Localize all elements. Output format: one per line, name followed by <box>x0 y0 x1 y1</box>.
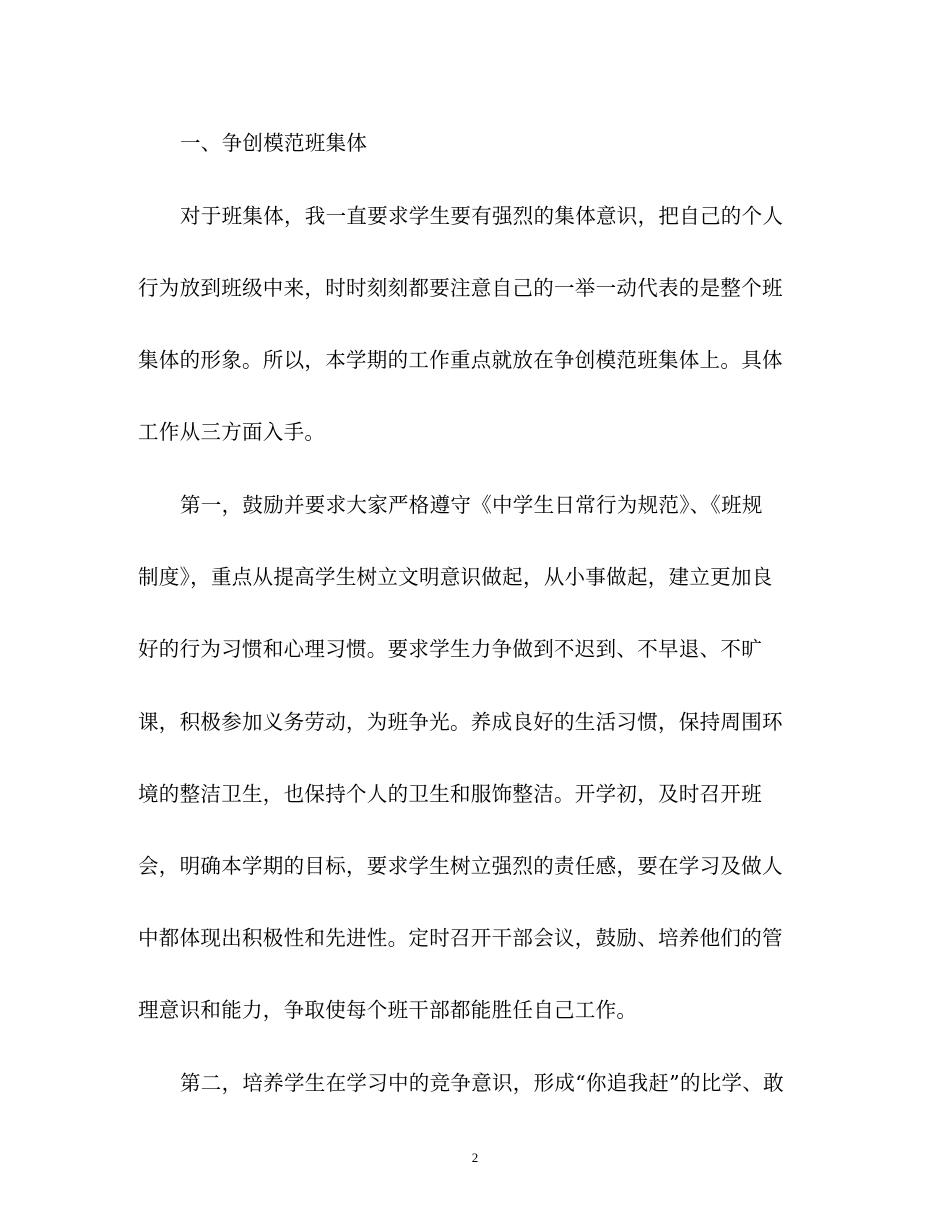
paragraph-line: 中都体现出积极性和先进性。定时召开干部会议，鼓励、培养他们的管 <box>138 926 783 950</box>
paragraph-line: 理意识和能力，争取使每个班干部都能胜任自己工作。 <box>138 998 638 1022</box>
paragraph-line: 工作从三方面入手。 <box>138 420 326 444</box>
paragraph-line: 制度》，重点从提高学生树立文明意识做起，从小事做起，建立更加良 <box>138 565 773 589</box>
paragraph-line: 境的整洁卫生，也保持个人的卫生和服饰整洁。开学初，及时召开班 <box>138 782 762 806</box>
page-number: 2 <box>471 1150 479 1165</box>
section-heading: 一、争创模范班集体 <box>180 131 368 155</box>
paragraph-line: 对于班集体，我一直要求学生要有强烈的集体意识，把自己的个人 <box>180 204 784 228</box>
paragraph-line: 第一，鼓励并要求大家严格遵守《中学生日常行为规范》、《班规 <box>180 493 763 517</box>
paragraph-line: 行为放到班级中来，时时刻刻都要注意自己的一举一动代表的是整个班 <box>138 276 783 300</box>
paragraph-line: 课，积极参加义务劳动，为班争光。养成良好的生活习惯，保持周围环 <box>138 710 783 734</box>
paragraph-line: 第二，培养学生在学习中的竞争意识，形成“你追我赶”的比学、敢 <box>180 1071 784 1095</box>
paragraph-line: 好的行为习惯和心理习惯。要求学生力争做到不迟到、不早退、不旷 <box>138 637 762 661</box>
paragraph-line: 集体的形象。所以，本学期的工作重点就放在争创模范班集体上。具体 <box>138 348 783 372</box>
paragraph-line: 会，明确本学期的目标，要求学生树立强烈的责任感，要在学习及做人 <box>138 854 783 878</box>
